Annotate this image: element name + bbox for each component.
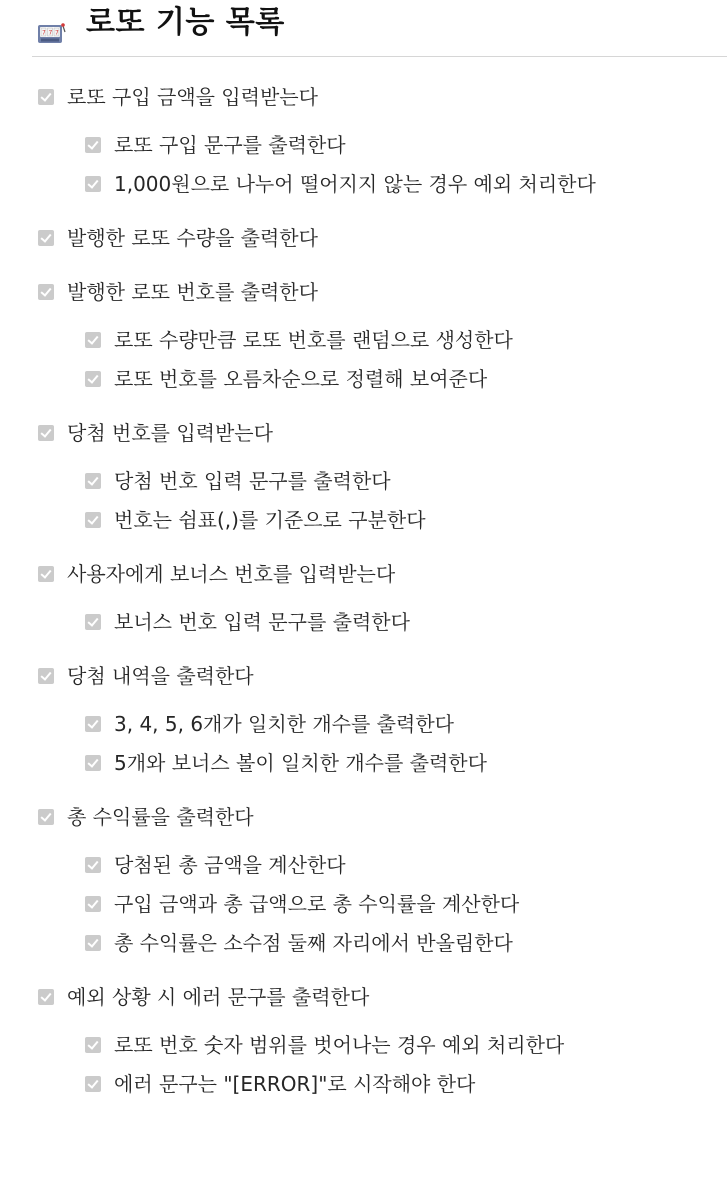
slot-machine-icon [37,22,67,46]
checkbox[interactable] [38,566,54,582]
page-header [32,0,727,57]
checklist-subitem [85,364,487,394]
checklist-subitem-label: 당첨 번호 입력 문구를 출력한다 [114,469,391,493]
checklist-subitem-label: 로또 수량만큼 로또 번호를 랜덤으로 생성한다 [114,328,513,352]
checkbox[interactable] [85,176,101,192]
checklist-subitem [85,130,346,160]
checklist-subitem-label: 로또 번호를 오름차순으로 정렬해 보여준다 [114,367,488,391]
checklist-subitem-label: 로또 번호 숫자 범위를 벗어나는 경우 예외 처리한다 [114,1033,565,1057]
checklist-item [38,277,318,307]
checkbox[interactable] [38,668,54,684]
checklist-subitem-label: 로또 구입 문구를 출력한다 [114,133,346,157]
checklist-subitem [85,889,519,919]
checkbox[interactable] [38,809,54,825]
checkbox[interactable] [38,989,54,1005]
svg-text:7: 7 [55,29,59,37]
checklist-subitem-label: 총 수익률은 소수점 둘째 자리에서 반올림한다 [114,931,513,955]
checklist-item [38,982,369,1012]
checklist-subitem [85,850,346,880]
checkbox[interactable] [85,512,101,528]
checklist-subitem-label: 5개와 보너스 볼이 일치한 개수를 출력한다 [114,751,487,775]
checkbox[interactable] [85,1037,101,1053]
checklist-subitem [85,1069,475,1099]
checklist-item-label: 발행한 로또 번호를 출력한다 [67,280,318,304]
checkbox[interactable] [85,1076,101,1092]
checklist-item [38,559,395,589]
checkbox[interactable] [85,614,101,630]
checklist-subitem [85,748,487,778]
checklist-subitem [85,709,454,739]
checklist-item [38,418,273,448]
checklist-subitem-label: 보너스 번호 입력 문구를 출력한다 [114,610,410,634]
checklist-subitem-label: 번호는 쉼표(,)를 기준으로 구분한다 [114,508,426,532]
checkbox[interactable] [85,371,101,387]
checklist-item-label: 당첨 번호를 입력받는다 [67,421,273,445]
checklist-subitem [85,928,513,958]
checkbox[interactable] [85,935,101,951]
checkbox[interactable] [85,473,101,489]
checklist-subitem-label: 3, 4, 5, 6개가 일치한 개수를 출력한다 [114,712,454,736]
checklist-subitem-label: 구입 금액과 총 급액으로 총 수익률을 계산한다 [114,892,520,916]
checkbox[interactable] [38,230,54,246]
checkbox[interactable] [85,137,101,153]
checkbox[interactable] [85,332,101,348]
checklist-subitem [85,607,410,637]
checklist-item-label: 예외 상황 시 에러 문구를 출력한다 [67,985,370,1009]
checklist-item-label: 발행한 로또 수량을 출력한다 [67,226,318,250]
svg-text:7: 7 [48,29,53,37]
checkbox[interactable] [38,89,54,105]
checklist-subitem [85,466,391,496]
checkbox[interactable] [85,755,101,771]
checklist-subitem [85,1030,564,1060]
checklist-subitem-label: 1,000원으로 나누어 떨어지지 않는 경우 예외 처리한다 [114,172,596,196]
checklist-subitem [85,325,513,355]
checkbox[interactable] [85,896,101,912]
checklist-subitem-label: 당첨된 총 금액을 계산한다 [114,853,346,877]
svg-text:7: 7 [42,29,46,37]
checklist-item [38,82,318,112]
checkbox[interactable] [85,857,101,873]
checklist-subitem [85,505,426,535]
checklist-subitem-label: 에러 문구는 "[ERROR]"로 시작해야 한다 [114,1072,476,1096]
checklist-item [38,802,254,832]
checkbox[interactable] [38,425,54,441]
checklist-item-label: 총 수익률을 출력한다 [67,805,254,829]
checklist-item-label: 로또 구입 금액을 입력받는다 [67,85,318,109]
checkbox[interactable] [38,284,54,300]
checklist-item-label: 당첨 내역을 출력한다 [67,664,254,688]
checkbox[interactable] [85,716,101,732]
checklist-item-label: 사용자에게 보너스 번호를 입력받는다 [67,562,396,586]
checklist-item [38,223,318,253]
checklist-subitem [85,169,596,199]
page-title: 로또 기능 목록 [86,5,285,40]
checklist-item [38,661,254,691]
